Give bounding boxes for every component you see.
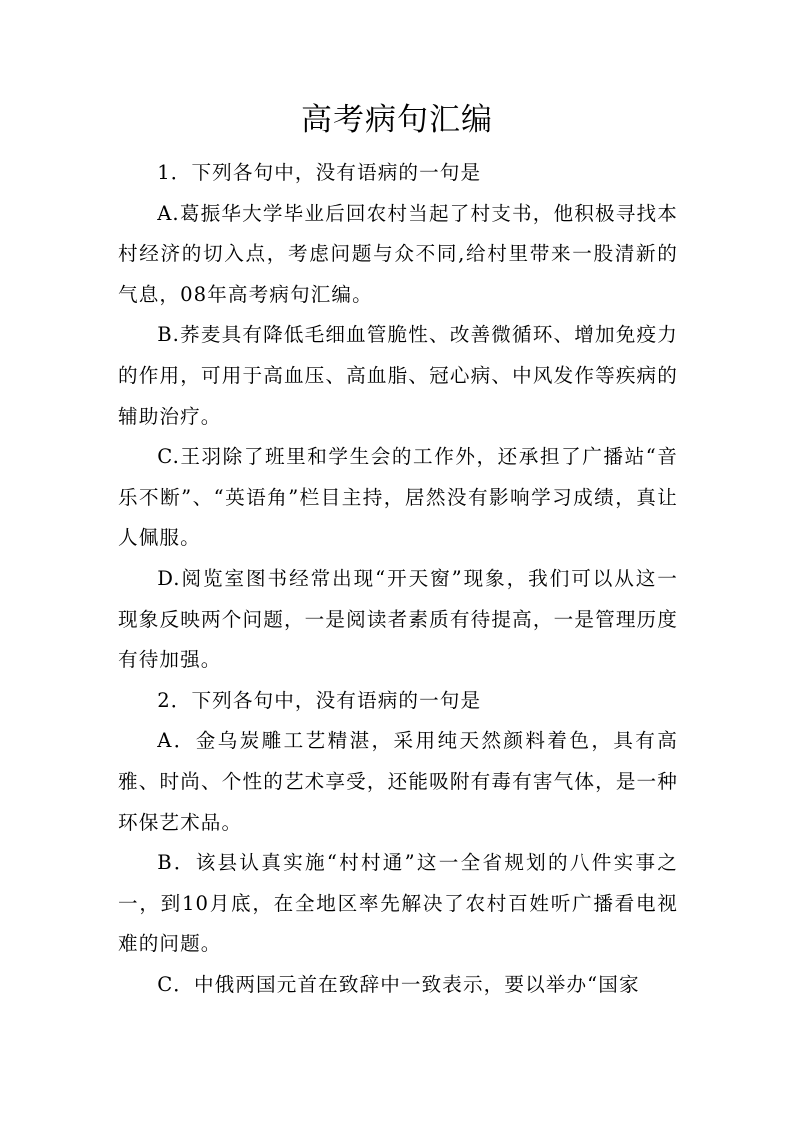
question-2-option-c: C．中俄两国元首在致辞中一致表示，要以举办“国家	[157, 972, 640, 996]
document-body	[118, 153, 678, 1005]
question-2-stem: 2．下列各句中，没有语病的一句是	[157, 688, 482, 712]
question-2-option-a: A．金乌炭雕工艺精湛，采用纯天然颜料着色，具有高雅、时尚、个性的艺术享受，还能吸附有毒有害气体，是一种环保艺术品。	[118, 729, 678, 834]
question-1-option-c: C.王羽除了班里和学生会的工作外，还承担了广播站“音乐不断”、“英语角”栏目主持，居然没有影响学习成绩，真让人佩服。	[118, 445, 678, 550]
question-1-option-a: A.葛振华大学毕业后回农村当起了村支书，他积极寻找本村经济的切入点，考虑问题与众不同,给村里带来一股清新的气息，08年高考病句汇编。	[118, 201, 678, 306]
question-1-option-b: B.荞麦具有降低毛细血管脆性、改善微循环、增加免疫力的作用，可用于高血压、高血脂、冠心病、中风发作等疾病的辅助治疗。	[118, 323, 678, 428]
question-2-option-b: B．该县认真实施“村村通”这一全省规划的八件实事之一，到10月底，在全地区率先解决了农村百姓听广播看电视难的问题。	[118, 851, 678, 956]
document-title: 高考病句汇编	[301, 102, 493, 138]
question-1-option-d: D.阅览室图书经常出现“开天窗”现象，我们可以从这一现象反映两个问题，一是阅读者素质有待提高，一是管理历度有待加强。	[118, 566, 678, 672]
question-1-stem: 1．下列各句中，没有语病的一句是	[157, 161, 482, 184]
